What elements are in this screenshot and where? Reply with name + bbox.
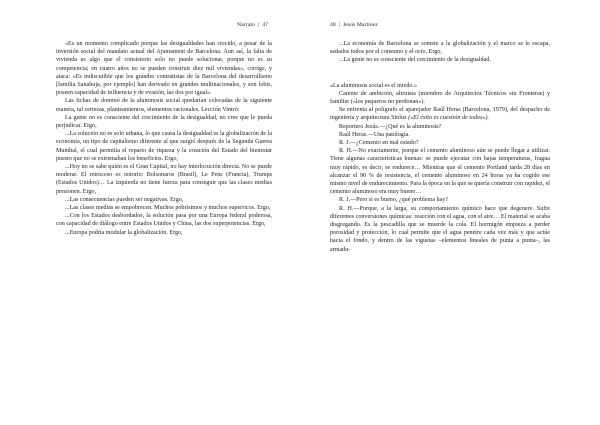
right-page-header [330, 22, 378, 28]
right-page [300, 0, 600, 425]
page-number: 48 [330, 22, 336, 28]
paragraph: «Es un momento complicado porque las desigualdades han crecido, a pesar de la inversión social del mandato actual del Ajuntament de Barcelona. Aun así, la falta de vivienda es algo que el consistorio solo no puede solucionar, porque no es su competencia; en cuatro años no se pueden construir diez mil viviendas», corrige, y ataca: «Es indiscutible que los grandes contratistas de la Barcelona del desarrollismo [familia Sanahuja, por ejemplo] han derivado en grandes multinacionales, y son lobis, poseen capacidad de influencia y de evasión, las dos por igual». [56, 41, 272, 97]
paragraph: ...Hoy no se sabe quién es el Gran Capital, no hay interlocución directa. No se puede moderar. El retroceso es notorio: Bolsonaros (Brasil), Le Pens (Francia), Trumps (Estados Unidos)… La izquierda no tiene fuerza para conseguir que las clases medias presionen. Ergo, [56, 164, 272, 195]
dialogue-line: R. J.—¿Cemento en mal estado? [339, 140, 419, 147]
paragraph-text: Se enfrenta al polígrafo el aparejador Raúl Heras (Barcelona, 1979), del despacho de ingeniería y arquitectura Sinluz [330, 107, 550, 122]
dialogue-line: R. H.—Porque, a la larga, su comportamiento químico hace que degenere. Sufre diferentes conversiones químicas: reacción con el agua, con el aire… El material se acaba disgregando. Es la pescadilla que se muerde la cola. El hormigón empieza a perder porosidad y protección, lo cual permite que el agua penetre cada vez más y que actúe hacia el fondo, y dentro de las viguetas –elementos lineales de punta a punta–, las armadu- [330, 205, 550, 253]
paragraph: Carente de ambición, altruista (miembro de Arquitectos Técnicos sin Fronteras) y familiar («los pequeros no perdonan»). [330, 90, 550, 106]
paragraph [330, 106, 550, 122]
paragraph: ...Las clases medias se empobrecen. Muchos pobrísimos y muchos superricos. Ergo, [65, 205, 271, 212]
page-number: 47 [262, 22, 268, 28]
paragraph: ...Con los Estados desbordados, la solución pasa por una Europa federal poderosa, con capacidad de diálogo entre Estados Unidos y China, las dos superpotencias. Ergo, [56, 213, 272, 228]
header-author: Jesús Martínez [343, 22, 378, 28]
paragraph: ...La gente no es consciente del crecimiento de la desigualdad. [339, 57, 491, 64]
paragraph: La gente no es consciente del crecimiento de la desigualdad, no cree que le pueda perjudicar. Ergo, [56, 114, 272, 130]
right-page-body [330, 40, 550, 254]
section-heading: «La aluminosis social es el miedo.» [330, 82, 417, 89]
paragraph: ...La economía de Barcelona se somete a la globalización y el marco se le escapa, sedados todos por el consumo y el ocio. Ergo, [330, 41, 550, 56]
italic-quote: («El éxito es cuestión de todos»). [408, 115, 490, 122]
left-page-header [237, 22, 268, 28]
dialogue-line: Reportero Jesús.—¿Qué es la aluminosis? [339, 123, 442, 130]
header-separator: | [338, 22, 341, 28]
paragraph: Las fichas de dominó de la aluminosis social quedarían colocadas de la siguiente manera, tal certezas, planteamientos, elementos racionales. Lección Vintró: [56, 98, 272, 113]
dialogue-line: R. J.—Pero si es bueno, ¿qué problema hay? [339, 197, 448, 204]
header-separator: | [257, 22, 260, 28]
paragraph: ...La solución no es solo urbana, lo que causa la desigualdad es la globalización de la economía, un tipo de capitalismo diferente al que surgió después de la Segunda Guerra Mundial, el cual permitía el reparto de riqueza y la creación del Estado del bienestar puesto que no se extremaban los beneficios. Ergo, [56, 131, 272, 162]
paragraph: ...Europa podría modular la globalización. Ergo, [65, 229, 183, 236]
header-title: Narrato [237, 22, 255, 28]
left-page-body [56, 40, 272, 237]
dialogue-line: Raúl Heras.—Una patología. [339, 131, 410, 138]
section-gap [330, 65, 550, 82]
dialogue-line: R. H.—No exactamente, porque el cemento aluminoso aún se puede llegar a utilizar. Tiene algunas características buenas: se puede ejecutar con bajas temperaturas, fragua muy rápido, es decir, se endurece… Mientras que el cemento Portland tarda 28 días en alcanzar el 90 % de resistencia, el cemento aluminoso en 24 horas ya ha cogido ese mismo nivel de endurecimiento. Para la época en la que se quería construir con rapidez, el cemento aluminoso era muy bueno… [330, 148, 550, 196]
paragraph: ...Las consecuencias pueden ser negativas. Ergo, [65, 196, 184, 203]
